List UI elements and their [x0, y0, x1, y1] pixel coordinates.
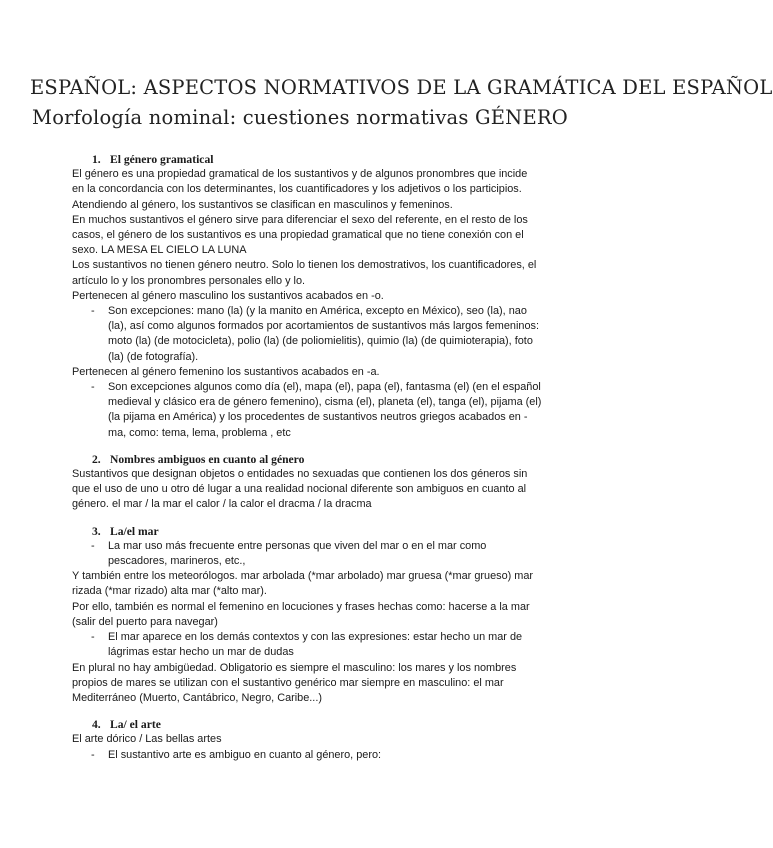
bullet-text: El sustantivo arte es ambiguo en cuanto al género, pero: [108, 748, 382, 761]
bullet-dash: - [91, 539, 95, 552]
paragraph: Los sustantivos no tienen género neutro. Solo lo tienen los demostrativos, los cuantificadores, el artículo lo y los pronombres personales ello y lo. [72, 259, 537, 287]
section-heading [72, 152, 542, 167]
bullet-text: La mar uso más frecuente entre personas que viven del mar o en el mar como pescadores, marineros, etc., [108, 539, 487, 568]
bullet-text: Son excepciones algunos como día (el), mapa (el), papa (el), fantasma (el) (en el español medieval y clásico era de género femenino), cisma (el), planeta (el), tanga (el), pijama (el) (la pijama en América) y los procedentes de sustantivos neutros griegos acabados en -ma, como: tema, lema, problema , etc [108, 381, 542, 439]
paragraph: Pertenecen al género masculino los sustantivos acabados en -o. [72, 289, 384, 302]
section-heading [72, 452, 542, 467]
section-number: 2. [92, 452, 101, 466]
section-number: 4. [92, 718, 101, 732]
bullet-item [72, 304, 542, 365]
bullet-dash: - [91, 748, 95, 761]
paragraph: Pertenecen al género femenino los sustantivos acabados en -a. [72, 365, 380, 378]
section-title: La/el mar [110, 524, 159, 538]
paragraph: En muchos sustantivos el género sirve para diferenciar el sexo del referente, en el resto de los casos, el género de los sustantivos es una propiedad gramatical que no tiene conexión con el sexo. LA MESA EL CIELO LA LUNA [72, 213, 528, 257]
paragraph: Sustantivos que designan objetos o entidades no sexuadas que contienen los dos géneros sin que el uso de uno u otro dé lugar a una realidad nocional diferente son ambiguos en cuanto al género. el mar / la mar el calor / la calor el dracma / la dracma [72, 468, 528, 511]
paragraph: El arte dórico / Las bellas artes [72, 733, 222, 746]
bullet-item [72, 748, 542, 763]
section-number: 3. [92, 524, 101, 538]
section-title: El género gramatical [110, 153, 214, 166]
paragraph: En plural no hay ambigüedad. Obligatorio es siempre el masculino: los mares y los nombres propios de mares se utilizan con el sustantivo genérico mar siempre en masculino: el mar Mediterráneo (Muerto, Cantábrico, Negro, Caribe...) [72, 661, 517, 704]
section-heading [72, 717, 542, 732]
bullet-text: Son excepciones: mano (la) (y la manito en América, excepto en México), seo (la), nao (la), así como algunos formados por acortamientos de sustantivos más largos femeninos: moto (la) (de motocicleta), polio (la) (de poliomielitis), quimio (la) (de quimioterapia), foto (la) (de fotografía). [108, 305, 539, 363]
bullet-dash: - [91, 305, 95, 318]
section-heading [72, 524, 542, 539]
paragraph: El género es una propiedad gramatical de los sustantivos y de algunos pronombres que incide en la concordancia con los determinantes, los cuantificadores y los adjetivos o los participios. Atendiendo al género, los sustantivos se clasifican en masculinos y femeninos. [72, 168, 528, 211]
bullet-item [72, 380, 542, 441]
bullet-dash: - [91, 381, 95, 394]
section-number: 1. [92, 153, 101, 166]
document-title: ESPAÑOL: ASPECTOS NORMATIVOS DE LA GRAMÁTICA DEL ESPAÑOL [30, 76, 773, 99]
bullet-item [72, 630, 542, 660]
paragraph: Por ello, también es normal el femenino en locuciones y frases hechas como: hacerse a la mar (salir del puerto para navegar) [72, 600, 530, 628]
paragraph: Y también entre los meteorólogos. mar arbolada (*mar arbolado) mar gruesa (*mar grueso) mar rizada (*mar rizado) alta mar (*alto mar). [72, 570, 534, 598]
section-title: La/ el arte [110, 718, 161, 732]
bullet-item [72, 539, 542, 569]
bullet-dash: - [91, 631, 95, 644]
bullet-text: El mar aparece en los demás contextos y con las expresiones: estar hecho un mar de lágrimas estar hecho un mar de dudas [108, 631, 523, 659]
document-subtitle: Morfología nominal: cuestiones normativas GÉNERO [32, 106, 568, 129]
document-body [72, 152, 542, 763]
section-title: Nombres ambiguos en cuanto al género [110, 452, 305, 466]
